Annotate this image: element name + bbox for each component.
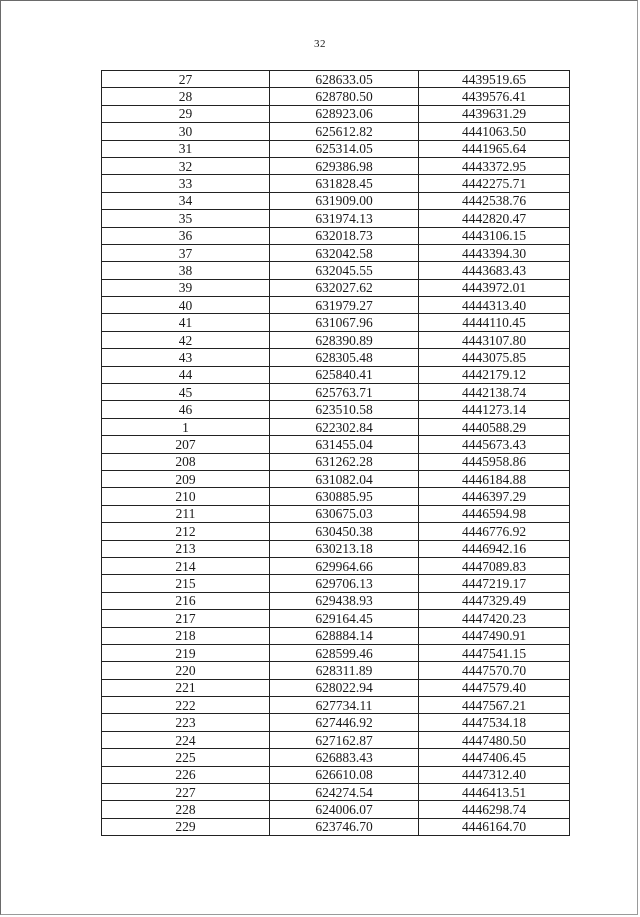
y-coordinate-cell: 4447312.40 [419,766,570,783]
coordinate-table-body [102,71,570,836]
table-row [102,470,570,487]
y-coordinate-cell: 4446594.98 [419,505,570,522]
point-number-cell: 40 [102,297,270,314]
x-coordinate-cell: 625763.71 [270,384,419,401]
x-coordinate-cell: 628923.06 [270,105,419,122]
table-row [102,140,570,157]
x-coordinate-cell: 631455.04 [270,436,419,453]
x-coordinate-cell: 626883.43 [270,749,419,766]
point-number-cell: 213 [102,540,270,557]
y-coordinate-cell: 4444313.40 [419,297,570,314]
x-coordinate-cell: 629386.98 [270,157,419,174]
point-number-cell: 228 [102,801,270,818]
point-number-cell: 31 [102,140,270,157]
point-number-cell: 225 [102,749,270,766]
point-number-cell: 209 [102,470,270,487]
x-coordinate-cell: 628305.48 [270,349,419,366]
table-row [102,418,570,435]
y-coordinate-cell: 4439631.29 [419,105,570,122]
point-number-cell: 45 [102,384,270,401]
x-coordinate-cell: 628633.05 [270,71,419,88]
x-coordinate-cell: 628884.14 [270,627,419,644]
x-coordinate-cell: 629164.45 [270,610,419,627]
table-row [102,71,570,88]
coordinate-table [101,70,570,836]
point-number-cell: 218 [102,627,270,644]
table-row [102,575,570,592]
table-row [102,679,570,696]
point-number-cell: 229 [102,818,270,835]
point-number-cell: 219 [102,644,270,661]
x-coordinate-cell: 630450.38 [270,523,419,540]
table-row [102,157,570,174]
y-coordinate-cell: 4447089.83 [419,557,570,574]
x-coordinate-cell: 628390.89 [270,331,419,348]
point-number-cell: 36 [102,227,270,244]
point-number-cell: 220 [102,662,270,679]
y-coordinate-cell: 4447570.70 [419,662,570,679]
y-coordinate-cell: 4447534.18 [419,714,570,731]
y-coordinate-cell: 4443683.43 [419,262,570,279]
table-row [102,610,570,627]
x-coordinate-cell: 624274.54 [270,784,419,801]
x-coordinate-cell: 631974.13 [270,210,419,227]
point-number-cell: 39 [102,279,270,296]
y-coordinate-cell: 4443106.15 [419,227,570,244]
y-coordinate-cell: 4447219.17 [419,575,570,592]
table-row [102,349,570,366]
y-coordinate-cell: 4447567.21 [419,697,570,714]
point-number-cell: 224 [102,731,270,748]
point-number-cell: 227 [102,784,270,801]
point-number-cell: 44 [102,366,270,383]
y-coordinate-cell: 4445958.86 [419,453,570,470]
x-coordinate-cell: 631082.04 [270,470,419,487]
x-coordinate-cell: 629964.66 [270,557,419,574]
x-coordinate-cell: 631909.00 [270,192,419,209]
x-coordinate-cell: 631828.45 [270,175,419,192]
y-coordinate-cell: 4443075.85 [419,349,570,366]
point-number-cell: 222 [102,697,270,714]
table-row [102,766,570,783]
x-coordinate-cell: 623746.70 [270,818,419,835]
table-row [102,557,570,574]
table-row [102,714,570,731]
x-coordinate-cell: 622302.84 [270,418,419,435]
y-coordinate-cell: 4443372.95 [419,157,570,174]
y-coordinate-cell: 4440588.29 [419,418,570,435]
y-coordinate-cell: 4447490.91 [419,627,570,644]
table-row [102,401,570,418]
table-row [102,488,570,505]
x-coordinate-cell: 625314.05 [270,140,419,157]
x-coordinate-cell: 626610.08 [270,766,419,783]
table-row [102,749,570,766]
y-coordinate-cell: 4447420.23 [419,610,570,627]
point-number-cell: 214 [102,557,270,574]
x-coordinate-cell: 631979.27 [270,297,419,314]
y-coordinate-cell: 4442538.76 [419,192,570,209]
point-number-cell: 211 [102,505,270,522]
point-number-cell: 217 [102,610,270,627]
x-coordinate-cell: 631262.28 [270,453,419,470]
y-coordinate-cell: 4442138.74 [419,384,570,401]
y-coordinate-cell: 4446413.51 [419,784,570,801]
table-row [102,592,570,609]
x-coordinate-cell: 629706.13 [270,575,419,592]
x-coordinate-cell: 628780.50 [270,88,419,105]
y-coordinate-cell: 4441273.14 [419,401,570,418]
table-row [102,662,570,679]
table-row [102,627,570,644]
x-coordinate-cell: 627446.92 [270,714,419,731]
point-number-cell: 28 [102,88,270,105]
x-coordinate-cell: 630213.18 [270,540,419,557]
table-row [102,366,570,383]
table-row [102,818,570,835]
point-number-cell: 41 [102,314,270,331]
y-coordinate-cell: 4446184.88 [419,470,570,487]
point-number-cell: 210 [102,488,270,505]
point-number-cell: 212 [102,523,270,540]
x-coordinate-cell: 627162.87 [270,731,419,748]
table-row [102,644,570,661]
table-row [102,175,570,192]
y-coordinate-cell: 4442820.47 [419,210,570,227]
x-coordinate-cell: 625612.82 [270,123,419,140]
table-row [102,210,570,227]
y-coordinate-cell: 4447406.45 [419,749,570,766]
y-coordinate-cell: 4446397.29 [419,488,570,505]
x-coordinate-cell: 629438.93 [270,592,419,609]
x-coordinate-cell: 630885.95 [270,488,419,505]
y-coordinate-cell: 4443107.80 [419,331,570,348]
point-number-cell: 223 [102,714,270,731]
x-coordinate-cell: 632027.62 [270,279,419,296]
y-coordinate-cell: 4442275.71 [419,175,570,192]
table-row [102,123,570,140]
point-number-cell: 37 [102,244,270,261]
y-coordinate-cell: 4447480.50 [419,731,570,748]
y-coordinate-cell: 4447541.15 [419,644,570,661]
x-coordinate-cell: 623510.58 [270,401,419,418]
x-coordinate-cell: 632042.58 [270,244,419,261]
y-coordinate-cell: 4445673.43 [419,436,570,453]
table-row [102,540,570,557]
table-row [102,505,570,522]
table-row [102,244,570,261]
point-number-cell: 30 [102,123,270,140]
y-coordinate-cell: 4441063.50 [419,123,570,140]
point-number-cell: 1 [102,418,270,435]
page-number: 32 [314,38,326,50]
x-coordinate-cell: 625840.41 [270,366,419,383]
x-coordinate-cell: 628022.94 [270,679,419,696]
point-number-cell: 29 [102,105,270,122]
point-number-cell: 207 [102,436,270,453]
y-coordinate-cell: 4439576.41 [419,88,570,105]
point-number-cell: 42 [102,331,270,348]
y-coordinate-cell: 4447579.40 [419,679,570,696]
table-row [102,297,570,314]
table-row [102,801,570,818]
table-row [102,314,570,331]
y-coordinate-cell: 4441965.64 [419,140,570,157]
table-row [102,331,570,348]
y-coordinate-cell: 4446298.74 [419,801,570,818]
x-coordinate-cell: 631067.96 [270,314,419,331]
y-coordinate-cell: 4446164.70 [419,818,570,835]
table-row [102,88,570,105]
table-row [102,697,570,714]
point-number-cell: 27 [102,71,270,88]
table-row [102,384,570,401]
table-row [102,523,570,540]
table-row [102,227,570,244]
point-number-cell: 216 [102,592,270,609]
table-row [102,436,570,453]
point-number-cell: 226 [102,766,270,783]
y-coordinate-cell: 4442179.12 [419,366,570,383]
x-coordinate-cell: 632018.73 [270,227,419,244]
point-number-cell: 46 [102,401,270,418]
y-coordinate-cell: 4447329.49 [419,592,570,609]
point-number-cell: 38 [102,262,270,279]
point-number-cell: 35 [102,210,270,227]
table-row [102,279,570,296]
point-number-cell: 34 [102,192,270,209]
point-number-cell: 43 [102,349,270,366]
x-coordinate-cell: 630675.03 [270,505,419,522]
y-coordinate-cell: 4444110.45 [419,314,570,331]
point-number-cell: 215 [102,575,270,592]
x-coordinate-cell: 632045.55 [270,262,419,279]
table-row [102,453,570,470]
point-number-cell: 33 [102,175,270,192]
x-coordinate-cell: 624006.07 [270,801,419,818]
table-row [102,105,570,122]
x-coordinate-cell: 628599.46 [270,644,419,661]
point-number-cell: 208 [102,453,270,470]
table-row [102,192,570,209]
x-coordinate-cell: 628311.89 [270,662,419,679]
y-coordinate-cell: 4439519.65 [419,71,570,88]
y-coordinate-cell: 4446942.16 [419,540,570,557]
table-row [102,262,570,279]
x-coordinate-cell: 627734.11 [270,697,419,714]
table-row [102,731,570,748]
y-coordinate-cell: 4446776.92 [419,523,570,540]
y-coordinate-cell: 4443972.01 [419,279,570,296]
point-number-cell: 32 [102,157,270,174]
y-coordinate-cell: 4443394.30 [419,244,570,261]
point-number-cell: 221 [102,679,270,696]
table-row [102,784,570,801]
